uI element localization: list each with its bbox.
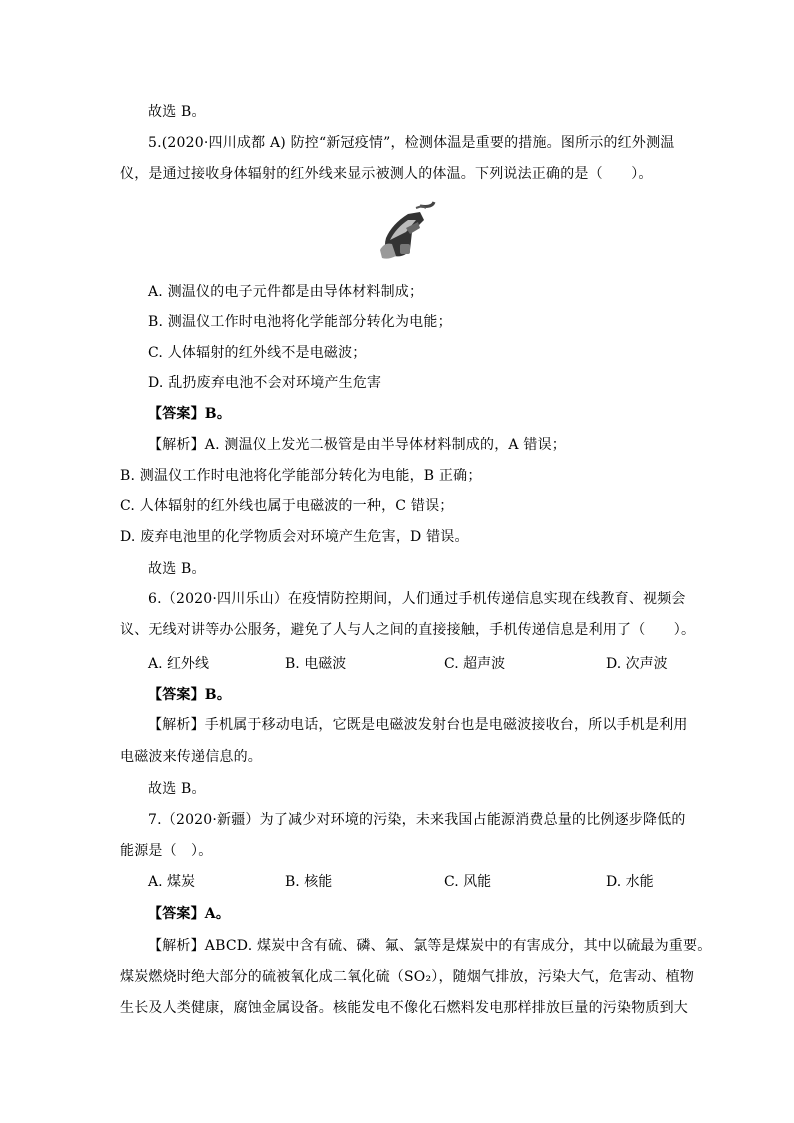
option-b: B. 测温仪工作时电池将化学能部分转化为电能； xyxy=(148,314,452,330)
analysis-6-cont: 电磁波来传递信息的。 xyxy=(120,749,262,765)
analysis-5-d: D. 废弃电池里的化学物质会对环境产生危害，D 错误。 xyxy=(120,529,469,545)
q7-option-d: D. 水能 xyxy=(606,874,654,890)
question-5-stem: 5.(2020·四川成都 A) 防控“新冠疫情”，检测体温是重要的措施。图所示的红外测温 xyxy=(148,135,675,151)
answer-choice-line: 故选 B。 xyxy=(148,561,206,577)
q6-option-c: C. 超声波 xyxy=(444,656,506,672)
option-a: A. 测温仪的电子元件都是由导体材料制成； xyxy=(148,284,424,300)
analysis-5-b: B. 测温仪工作时电池将化学能部分转化为电能，B 正确； xyxy=(120,468,482,484)
analysis-5-a: 【解析】A. 测温仪上发光二极管是由半导体材料制成的，A 错误； xyxy=(148,437,566,453)
q6-option-b: B. 电磁波 xyxy=(285,656,347,672)
answer-choice-line: 故选 B。 xyxy=(148,781,206,797)
answer-6: 【答案】B。 xyxy=(148,687,232,703)
answer-choice-line: 故选 B。 xyxy=(148,104,206,120)
question-7-stem-cont: 能源是（ ）。 xyxy=(120,843,213,859)
q6-option-a: A. 红外线 xyxy=(148,656,210,672)
answer-7: 【答案】A。 xyxy=(148,906,231,922)
q6-option-d: D. 次声波 xyxy=(606,656,668,672)
q7-option-c: C. 风能 xyxy=(444,874,492,890)
analysis-5-c: C. 人体辐射的红外线也属于电磁波的一种，C 错误； xyxy=(120,498,454,514)
question-7-stem: 7.（2020·新疆）为了减少对环境的污染，未来我国占能源消费总量的比例逐步降低的 xyxy=(148,812,686,828)
infrared-thermometer-image xyxy=(376,198,442,262)
question-5-stem-cont: 仪，是通过接收身体辐射的红外线来显示被测人的体温。下列说法正确的是（ ）。 xyxy=(120,166,653,182)
answer-5: 【答案】B。 xyxy=(148,406,232,422)
option-c: C. 人体辐射的红外线不是电磁波； xyxy=(148,345,367,361)
analysis-6: 【解析】手机属于移动电话，它既是电磁波发射台也是电磁波接收台，所以手机是利用 xyxy=(148,717,688,733)
q7-option-b: B. 核能 xyxy=(285,874,333,890)
option-d: D. 乱扔废弃电池不会对环境产生危害 xyxy=(148,375,382,391)
analysis-7-cont-1: 煤炭燃烧时绝大部分的硫被氧化成二氧化硫（SO₂），随烟气排放，污染大气，危害动、植物 xyxy=(120,969,695,985)
question-6-stem: 6.（2020·四川乐山）在疫情防控期间，人们通过手机传递信息实现在线教育、视频会 xyxy=(148,591,686,607)
question-6-stem-cont: 议、无线对讲等办公服务，避免了人与人之间的直接接触，手机传递信息是利用了（ ）。 xyxy=(120,622,696,638)
analysis-7-cont-2: 生长及人类健康，腐蚀金属设备。核能发电不像化石燃料发电那样排放巨量的污染物质到大 xyxy=(120,1000,688,1016)
q7-option-a: A. 煤炭 xyxy=(148,874,196,890)
analysis-7: 【解析】ABCD. 煤炭中含有硫、磷、氟、氯等是煤炭中的有害成分，其中以硫最为重要。 xyxy=(148,938,712,954)
